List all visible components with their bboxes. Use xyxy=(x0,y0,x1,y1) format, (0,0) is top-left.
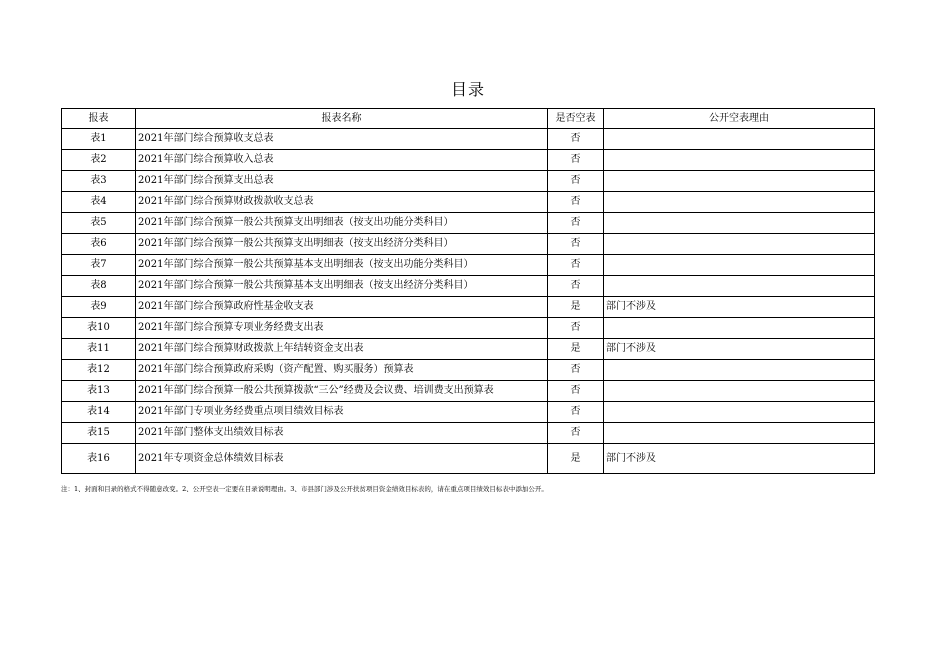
report-name-cell: 2021年部门综合预算专项业务经费支出表 xyxy=(136,318,548,339)
table-row xyxy=(62,150,875,171)
report-name-cell: 2021年部门综合预算收支总表 xyxy=(136,129,548,150)
report-name-cell: 2021年部门综合预算一般公共预算基本支出明细表（按支出功能分类科目） xyxy=(136,255,548,276)
report-name-cell: 2021年部门综合预算一般公共预算支出明细表（按支出经济分类科目） xyxy=(136,234,548,255)
report-name-cell: 2021年专项资金总体绩效目标表 xyxy=(136,444,548,474)
is-empty-cell: 否 xyxy=(548,318,604,339)
report-id-cell: 表10 xyxy=(62,318,136,339)
is-empty-cell: 否 xyxy=(548,192,604,213)
empty-reason-cell xyxy=(604,255,875,276)
empty-reason-cell xyxy=(604,402,875,423)
empty-reason-cell xyxy=(604,129,875,150)
is-empty-cell: 否 xyxy=(548,255,604,276)
empty-reason-cell: 部门不涉及 xyxy=(604,297,875,318)
is-empty-cell: 否 xyxy=(548,234,604,255)
report-id-cell: 表15 xyxy=(62,423,136,444)
empty-reason-cell xyxy=(604,360,875,381)
report-id-cell: 表16 xyxy=(62,444,136,474)
empty-reason-cell xyxy=(604,171,875,192)
report-id-cell: 表11 xyxy=(62,339,136,360)
report-name-cell: 2021年部门综合预算政府性基金收支表 xyxy=(136,297,548,318)
table-row xyxy=(62,318,875,339)
header-report-name: 报表名称 xyxy=(136,109,548,129)
empty-reason-cell xyxy=(604,318,875,339)
report-name-cell: 2021年部门整体支出绩效目标表 xyxy=(136,423,548,444)
is-empty-cell: 否 xyxy=(548,360,604,381)
report-id-cell: 表3 xyxy=(62,171,136,192)
report-id-cell: 表6 xyxy=(62,234,136,255)
empty-reason-cell: 部门不涉及 xyxy=(604,339,875,360)
report-id-cell: 表4 xyxy=(62,192,136,213)
empty-reason-cell: 部门不涉及 xyxy=(604,444,875,474)
table-row xyxy=(62,444,875,474)
empty-reason-cell xyxy=(604,423,875,444)
report-name-cell: 2021年部门综合预算一般公共预算支出明细表（按支出功能分类科目） xyxy=(136,213,548,234)
is-empty-cell: 否 xyxy=(548,129,604,150)
empty-reason-cell xyxy=(604,381,875,402)
is-empty-cell: 否 xyxy=(548,402,604,423)
table-row xyxy=(62,276,875,297)
report-name-cell: 2021年部门综合预算财政拨款上年结转资金支出表 xyxy=(136,339,548,360)
report-id-cell: 表9 xyxy=(62,297,136,318)
report-id-cell: 表1 xyxy=(62,129,136,150)
header-is-empty: 是否空表 xyxy=(548,109,604,129)
is-empty-cell: 否 xyxy=(548,171,604,192)
empty-reason-cell xyxy=(604,213,875,234)
report-name-cell: 2021年部门综合预算政府采购（资产配置、购买服务）预算表 xyxy=(136,360,548,381)
is-empty-cell: 否 xyxy=(548,423,604,444)
report-id-cell: 表7 xyxy=(62,255,136,276)
page-title: 目录 xyxy=(450,80,485,99)
table-row xyxy=(62,381,875,402)
report-name-cell: 2021年部门综合预算一般公共预算基本支出明细表（按支出经济分类科目） xyxy=(136,276,548,297)
is-empty-cell: 是 xyxy=(548,444,604,474)
is-empty-cell: 否 xyxy=(548,213,604,234)
is-empty-cell: 否 xyxy=(548,381,604,402)
empty-reason-cell xyxy=(604,276,875,297)
report-name-cell: 2021年部门综合预算收入总表 xyxy=(136,150,548,171)
is-empty-cell: 是 xyxy=(548,339,604,360)
report-name-cell: 2021年部门综合预算支出总表 xyxy=(136,171,548,192)
is-empty-cell: 否 xyxy=(548,150,604,171)
report-id-cell: 表8 xyxy=(62,276,136,297)
table-row xyxy=(62,255,875,276)
table-row xyxy=(62,234,875,255)
is-empty-cell: 是 xyxy=(548,297,604,318)
table-row xyxy=(62,192,875,213)
report-name-cell: 2021年部门专项业务经费重点项目绩效目标表 xyxy=(136,402,548,423)
table-header-row xyxy=(62,109,875,129)
report-name-cell: 2021年部门综合预算一般公共预算拨款“三公”经费及会议费、培训费支出预算表 xyxy=(136,381,548,402)
report-id-cell: 表2 xyxy=(62,150,136,171)
report-id-cell: 表13 xyxy=(62,381,136,402)
empty-reason-cell xyxy=(604,150,875,171)
report-name-cell: 2021年部门综合预算财政拨款收支总表 xyxy=(136,192,548,213)
table-row xyxy=(62,423,875,444)
table-row xyxy=(62,402,875,423)
header-empty-reason: 公开空表理由 xyxy=(604,109,875,129)
table-row xyxy=(62,360,875,381)
table-row xyxy=(62,129,875,150)
table-row xyxy=(62,297,875,318)
table-row xyxy=(62,213,875,234)
empty-reason-cell xyxy=(604,192,875,213)
table-row xyxy=(62,171,875,192)
catalog-table xyxy=(61,108,875,474)
report-id-cell: 表5 xyxy=(62,213,136,234)
header-report-id: 报表 xyxy=(62,109,136,129)
table-body xyxy=(62,129,875,474)
report-id-cell: 表12 xyxy=(62,360,136,381)
report-id-cell: 表14 xyxy=(62,402,136,423)
footnote: 注：1、封面和目录的格式不得随意改变。2、公开空表一定要在目录说明理由。3、市县部门涉及公开扶贫项目资金绩效目标表的，请在重点项目绩效目标表中添加公开。 xyxy=(61,485,548,493)
is-empty-cell: 否 xyxy=(548,276,604,297)
table-row xyxy=(62,339,875,360)
empty-reason-cell xyxy=(604,234,875,255)
